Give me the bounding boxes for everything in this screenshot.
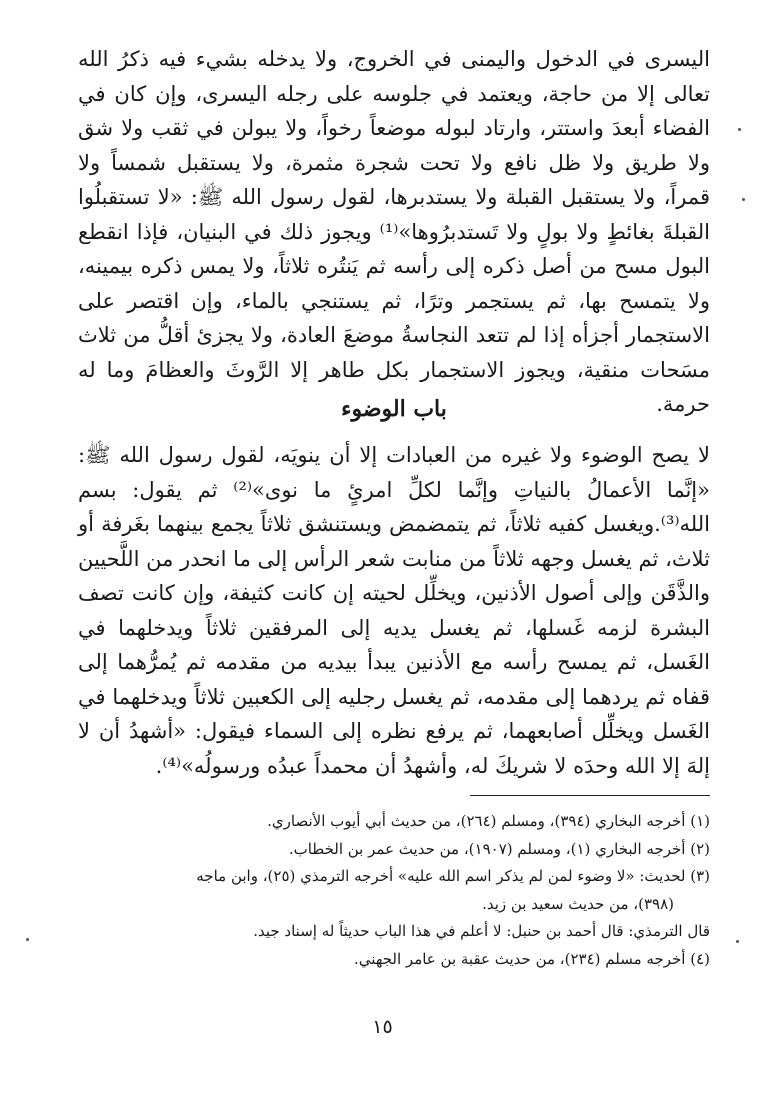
scan-speck: [736, 940, 739, 943]
scan-speck: [742, 198, 745, 201]
page-number: ١٥: [372, 1016, 393, 1038]
footnote-separator: [470, 795, 710, 796]
scan-speck: [26, 938, 29, 941]
section-heading: باب الوضوء: [341, 396, 447, 422]
body-paragraph-wudu: لا يصح الوضوء ولا غيره من العبادات إلا أن ينويَه، لقول رسول الله ﷺ: «إنَّما الأعمالُ بالنياتِ وإنَّما لكلِّ امرئٍ ما نوى»⁽²⁾ ثم يقول: بسم الله⁽³⁾.ويغسل كفيه ثلاثاً، ثم يتمضمض ويستنشق ثلاثاً يجمع بينهما بغَرفة أو ثلاث، ثم يغسل وجهه ثلاثاً من منابت شعر الرأس إلى ما انحدر من اللَّحيين والذَّقَن وإلى أصول الأذنين، ويخلِّل لحيته إن كانت كثيفة، وإن كانت تصف البشرة لزمه غَسلها، ثم يغسل يديه إلى المرفقين ثلاثاً ويدخلهما في الغَسل، ثم يمسح رأسه مع الأذنين يبدأ بيديه من مقدمه ثم يُمرُّهما إلى قفاه ثم يردهما إلى مقدمه، ثم يغسل رجليه إلى الكعبين ثلاثاً ويدخلهما في الغَسل ويخلِّل أصابعهما، ثم يرفع نظره إلى السماء فيقول: «أشهدُ أن لا إلهَ إلا الله وحدَه لا شريكَ له، وأشهدُ أن محمداً عبدُه ورسولُه»⁽⁴⁾.: [78, 443, 710, 778]
footnotes: [78, 808, 710, 973]
footnote-3-continued: (٣٩٨)، من حديث سعيد بن زيد.: [482, 894, 674, 913]
body-paragraph-istinja: اليسرى في الدخول واليمنى في الخروج، ولا يدخله بشيء فيه ذكرُ الله تعالى إلا من حاجة، ويعتمد في جلوسه على رجله اليسرى، وإن كان في الفضاء أبعدَ واستتر، وارتاد لبوله موضعاً رخواً، ولا يبولن في ثقب ولا شق ولا طريق ولا ظل نافع ولا تحت شجرة مثمرة، ولا يستقبل شمساً ولا قمراً، ولا يستقبل القبلة ولا يستدبرها، لقول رسول الله ﷺ: «لا تستقبلُوا القبلةَ بغائطٍ ولا بولٍ ولا تَستدبرُوها»⁽¹⁾ ويجوز ذلك في البنيان، فإذا انقطع البول مسح من أصل ذكره إلى رأسه ثم يَنتُره ثلاثاً، ولا يمس ذكره بيمينه، ولا يتمسح بها، ثم يستجمر وترًا، ثم يستنجي بالماء، وإن اقتصر على الاستجمار أجزأه إذا لم تتعد النجاسةُ موضعَ العادة، ولا يجزئ أقلُّ من ثلاث مسَحات منقية، ويجوز الاستجمار بكل طاهر إلا الرَّوثَ والعظامَ وما له حرمة.: [78, 47, 711, 416]
footnote-1: (١) أخرجه البخاري (٣٩٤)، ومسلم (٢٦٤)، من حديث أبي أيوب الأنصاري.: [267, 812, 710, 830]
footnote-3-tirmidhi-note: قال الترمذي: قال أحمد بن حنبل: لا أعلم في هذا الباب حديثاً له إسناد جيد.: [253, 922, 710, 940]
footnote-3: (٣) لحديث: «لا وضوء لمن لم يذكر اسم الله عليه» أخرجه الترمذي (٢٥)، وابن ماجه: [196, 867, 710, 885]
scan-speck: [738, 128, 741, 131]
footnote-2: (٢) أخرجه البخاري (١)، ومسلم (١٩٠٧)، من حديث عمر بن الخطاب.: [288, 839, 710, 858]
footnote-4: (٤) أخرجه مسلم (٢٣٤)، من حديث عقبة بن عامر الجهني.: [354, 949, 710, 968]
